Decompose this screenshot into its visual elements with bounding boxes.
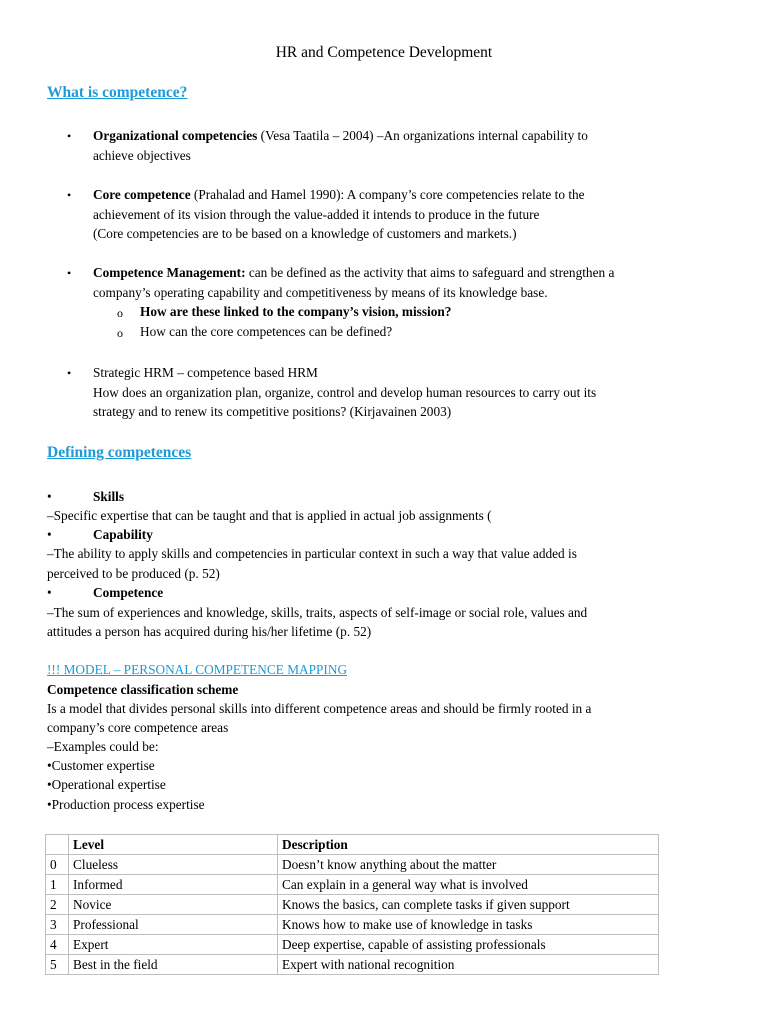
cell-index: 5	[46, 955, 69, 975]
cell-index: 4	[46, 935, 69, 955]
definition: (Prahalad and Hamel 1990): A company’s core competencies relate to the	[190, 187, 585, 202]
definition-skills: –Specific expertise that can be taught and that is applied in actual job assignments (	[47, 508, 492, 523]
cell-description: Knows the basics, can complete tasks if given support	[278, 895, 659, 915]
model-text: company’s core competence areas	[47, 720, 229, 735]
bullet-glyph: •	[47, 489, 52, 504]
example-item: •Production process expertise	[47, 797, 205, 812]
table-row	[46, 855, 659, 875]
bullet-glyph: •	[67, 366, 72, 380]
cell-index: 1	[46, 875, 69, 895]
sub-bullet-glyph: o	[117, 306, 123, 320]
label-skills: Skills	[93, 489, 125, 504]
cell-level: Expert	[69, 935, 278, 955]
model-text: –Examples could be:	[47, 739, 159, 754]
term: Competence Management:	[93, 265, 246, 280]
bullet-glyph: •	[67, 266, 72, 280]
cell-index: 3	[46, 915, 69, 935]
cell-index: 0	[46, 855, 69, 875]
list-item-continuation: (Core competencies are to be based on a knowledge of customers and markets.)	[93, 226, 517, 241]
list-item-strategic-hrm: Strategic HRM – competence based HRM	[93, 365, 318, 380]
table-row	[46, 955, 659, 975]
definition-competence-cont: attitudes a person has acquired during his/her lifetime (p. 52)	[47, 624, 372, 639]
cell-description: Deep expertise, capable of assisting professionals	[278, 935, 659, 955]
list-item-competence-management	[93, 263, 723, 283]
list-item-continuation: achieve objectives	[93, 148, 191, 163]
sub-bullet-glyph: o	[117, 326, 123, 340]
list-item-continuation: How does an organization plan, organize, control and develop human resources to carry out its	[93, 385, 597, 400]
bullet-glyph: •	[67, 129, 72, 143]
heading-what-is-competence: What is competence?	[47, 84, 188, 101]
cell-level: Best in the field	[69, 955, 278, 975]
cell-description: Doesn’t know anything about the matter	[278, 855, 659, 875]
cell-level: Informed	[69, 875, 278, 895]
header-cell-description: Description	[278, 835, 659, 855]
model-text: Is a model that divides personal skills into different competence areas and should be firmly rooted in a	[47, 701, 592, 716]
table-row	[46, 935, 659, 955]
cell-level: Clueless	[69, 855, 278, 875]
definition: (Vesa Taatila – 2004) –An organizations internal capability to	[257, 128, 588, 143]
bullet-glyph: •	[47, 527, 52, 542]
example-item: •Operational expertise	[47, 777, 166, 792]
table-row	[46, 875, 659, 895]
page-title: HR and Competence Development	[275, 44, 493, 61]
bullet-glyph: •	[47, 585, 52, 600]
label-capability: Capability	[93, 527, 153, 542]
term: Organizational competencies	[93, 128, 258, 143]
table-row	[46, 895, 659, 915]
definition: can be defined as the activity that aims to safeguard and strengthen a	[245, 265, 615, 280]
cell-description: Knows how to make use of knowledge in tasks	[278, 915, 659, 935]
term: Core competence	[93, 187, 191, 202]
list-item-continuation: achievement of its vision through the value-added it intends to produce in the future	[93, 207, 540, 222]
table-row	[46, 915, 659, 935]
cell-level: Professional	[69, 915, 278, 935]
label-competence: Competence	[93, 585, 164, 600]
definition-capability-cont: perceived to be produced (p. 52)	[47, 566, 220, 581]
cell-index: 2	[46, 895, 69, 915]
header-cell-level: Level	[69, 835, 278, 855]
sub-list-item: How are these linked to the company’s vision, mission?	[140, 304, 452, 319]
heading-defining-competences: Defining competences	[47, 444, 192, 461]
list-item-continuation: company’s operating capability and competitiveness by means of its knowledge base.	[93, 285, 548, 300]
model-link[interactable]: !!! MODEL – PERSONAL COMPETENCE MAPPING	[47, 662, 348, 677]
sub-list-item: How can the core competences can be defined?	[140, 324, 393, 339]
cell-description: Can explain in a general way what is involved	[278, 875, 659, 895]
example-item: •Customer expertise	[47, 758, 155, 773]
bullet-glyph: •	[67, 188, 72, 202]
table-header-row	[46, 835, 659, 855]
header-cell-index	[46, 835, 69, 855]
model-subheading: Competence classification scheme	[47, 682, 239, 697]
definition-competence: –The sum of experiences and knowledge, skills, traits, aspects of self-image or social role, values and	[47, 605, 588, 620]
competence-level-table	[45, 834, 659, 975]
list-item-organizational-competencies	[93, 126, 723, 146]
list-item-continuation: strategy and to renew its competitive positions? (Kirjavainen 2003)	[93, 404, 452, 419]
definition-capability: –The ability to apply skills and competencies in particular context in such a way that value added is	[47, 546, 577, 561]
cell-description: Expert with national recognition	[278, 955, 659, 975]
cell-level: Novice	[69, 895, 278, 915]
list-item-core-competence	[93, 185, 723, 205]
